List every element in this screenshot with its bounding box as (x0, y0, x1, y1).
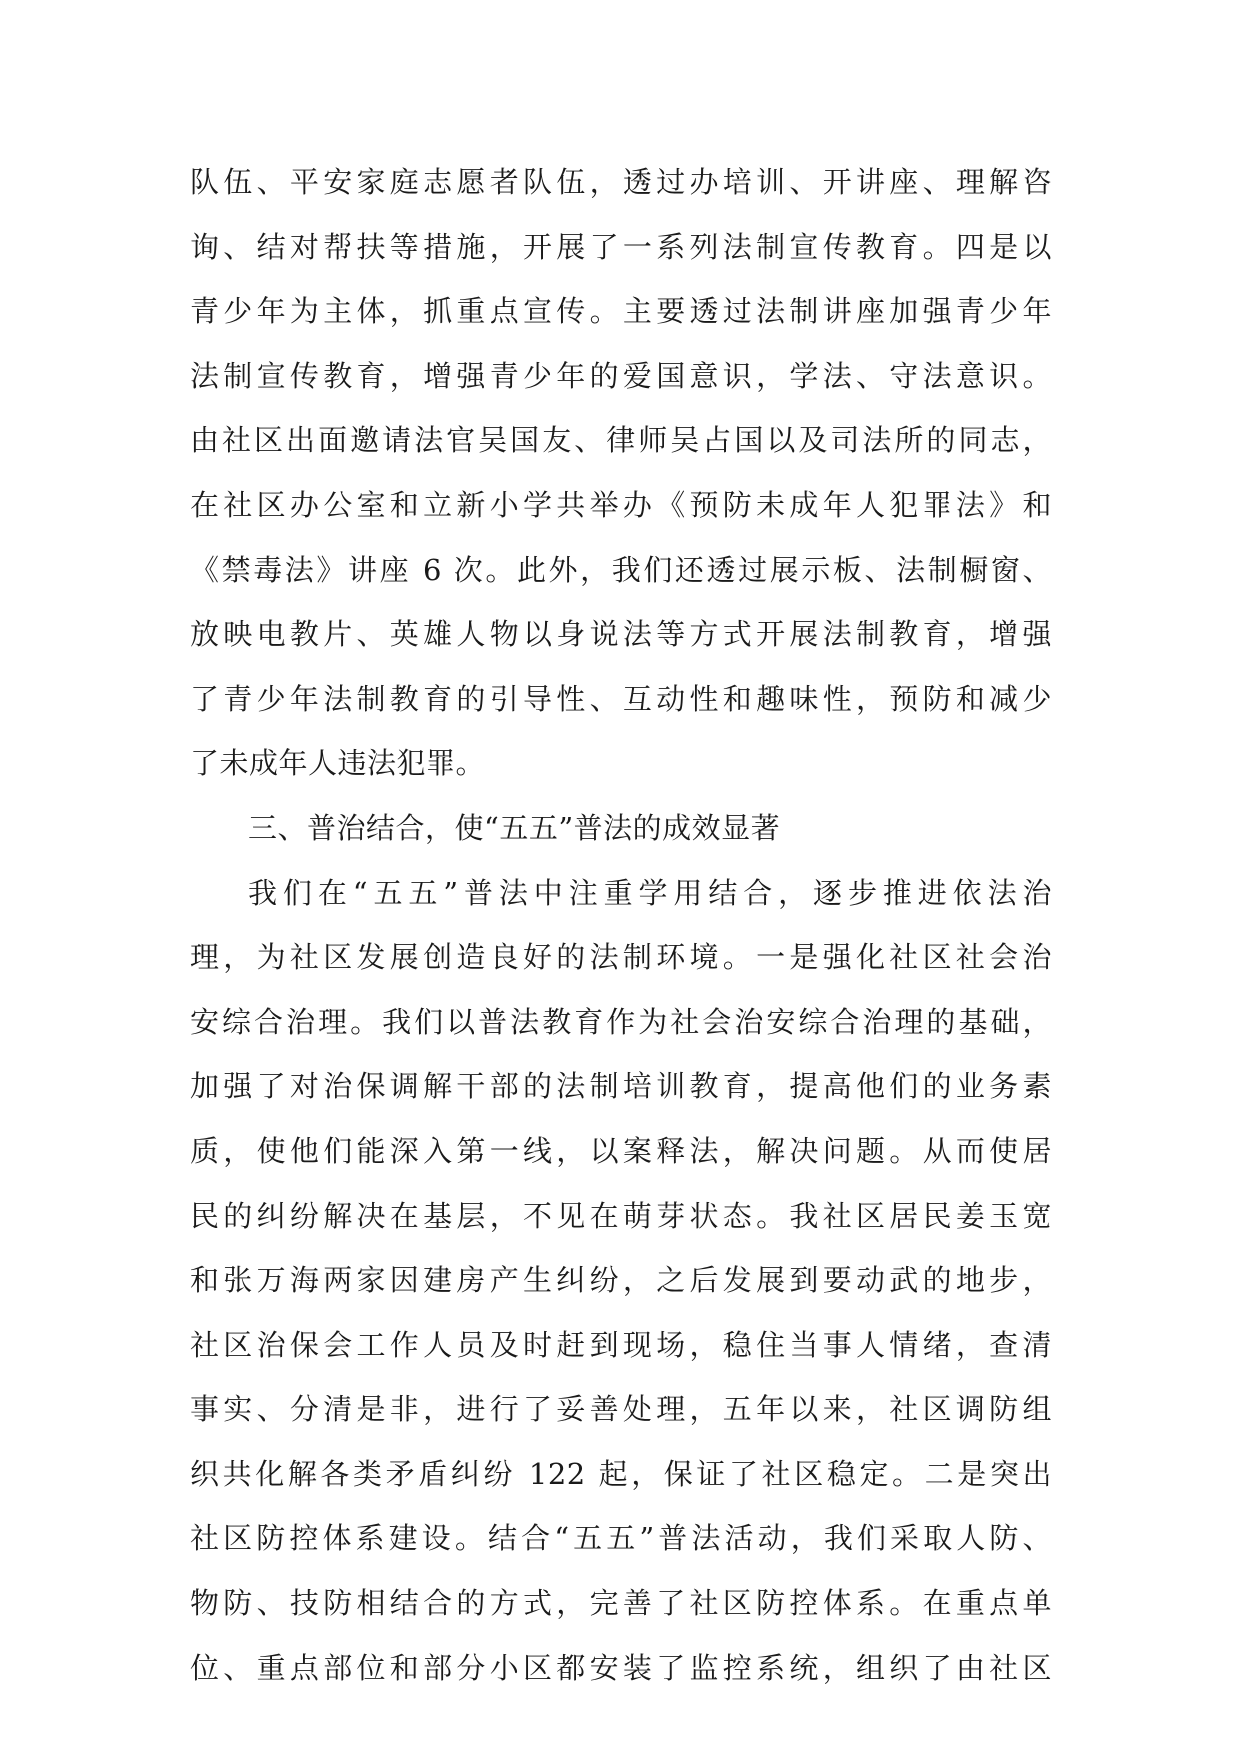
text-line: 社区治保会工作人员及时赶到现场，稳住当事人情绪，查清 (190, 1327, 1052, 1362)
text-line: 由社区出面邀请法官吴国友、律师吴占国以及司法所的同志， (190, 423, 1052, 458)
text-line: 和张万海两家因建房产生纠纷，之后发展到要动武的地步， (190, 1263, 1052, 1298)
text-line: 民的纠纷解决在基层，不见在萌芽状态。我社区居民姜玉宽 (190, 1198, 1052, 1233)
text-line: 在社区办公室和立新小学共举办《预防未成年人犯罪法》和 (190, 487, 1052, 522)
text-line: 事实、分清是非，进行了妥善处理，五年以来，社区调防组 (190, 1392, 1052, 1427)
text-line: 《禁毒法》讲座 6 次。此外，我们还透过展示板、法制橱窗、 (190, 552, 1052, 587)
text-line: 质，使他们能深入第一线，以案释法，解决问题。从而使居 (190, 1133, 1052, 1168)
text-line: 社区防控体系建设。结合“五五”普法活动，我们采取人防、 (190, 1521, 1052, 1556)
text-line: 青少年为主体，抓重点宣传。主要透过法制讲座加强青少年 (190, 294, 1052, 329)
text-line: 我们在“五五”普法中注重学用结合，逐步推进依法治 (248, 875, 1052, 910)
text-line: 安综合治理。我们以普法教育作为社会治安综合治理的基础， (190, 1004, 1052, 1039)
text-line: 询、结对帮扶等措施，开展了一系列法制宣传教育。四是以 (190, 229, 1052, 264)
text-line: 物防、技防相结合的方式，完善了社区防控体系。在重点单 (190, 1586, 1052, 1621)
document-body (190, 150, 1052, 1700)
text-line: 加强了对治保调解干部的法制培训教育，提高他们的业务素 (190, 1069, 1052, 1104)
text-line: 理，为社区发展创造良好的法制环境。一是强化社区社会治 (190, 940, 1052, 975)
text-line: 了青少年法制教育的引导性、互动性和趣味性，预防和减少 (190, 681, 1052, 716)
text-line: 法制宣传教育，增强青少年的爱国意识，学法、守法意识。 (190, 358, 1052, 393)
text-line: 位、重点部位和部分小区都安装了监控系统，组织了由社区 (190, 1650, 1052, 1685)
section-heading: 三、普治结合，使“五五”普法的成效显著 (248, 810, 781, 845)
text-line: 放映电教片、英雄人物以身说法等方式开展法制教育，增强 (190, 617, 1052, 652)
text-line: 队伍、平安家庭志愿者队伍，透过办培训、开讲座、理解咨 (190, 165, 1052, 199)
text-line: 织共化解各类矛盾纠纷 122 起，保证了社区稳定。二是突出 (190, 1456, 1052, 1491)
text-line: 了未成年人违法犯罪。 (190, 746, 486, 781)
